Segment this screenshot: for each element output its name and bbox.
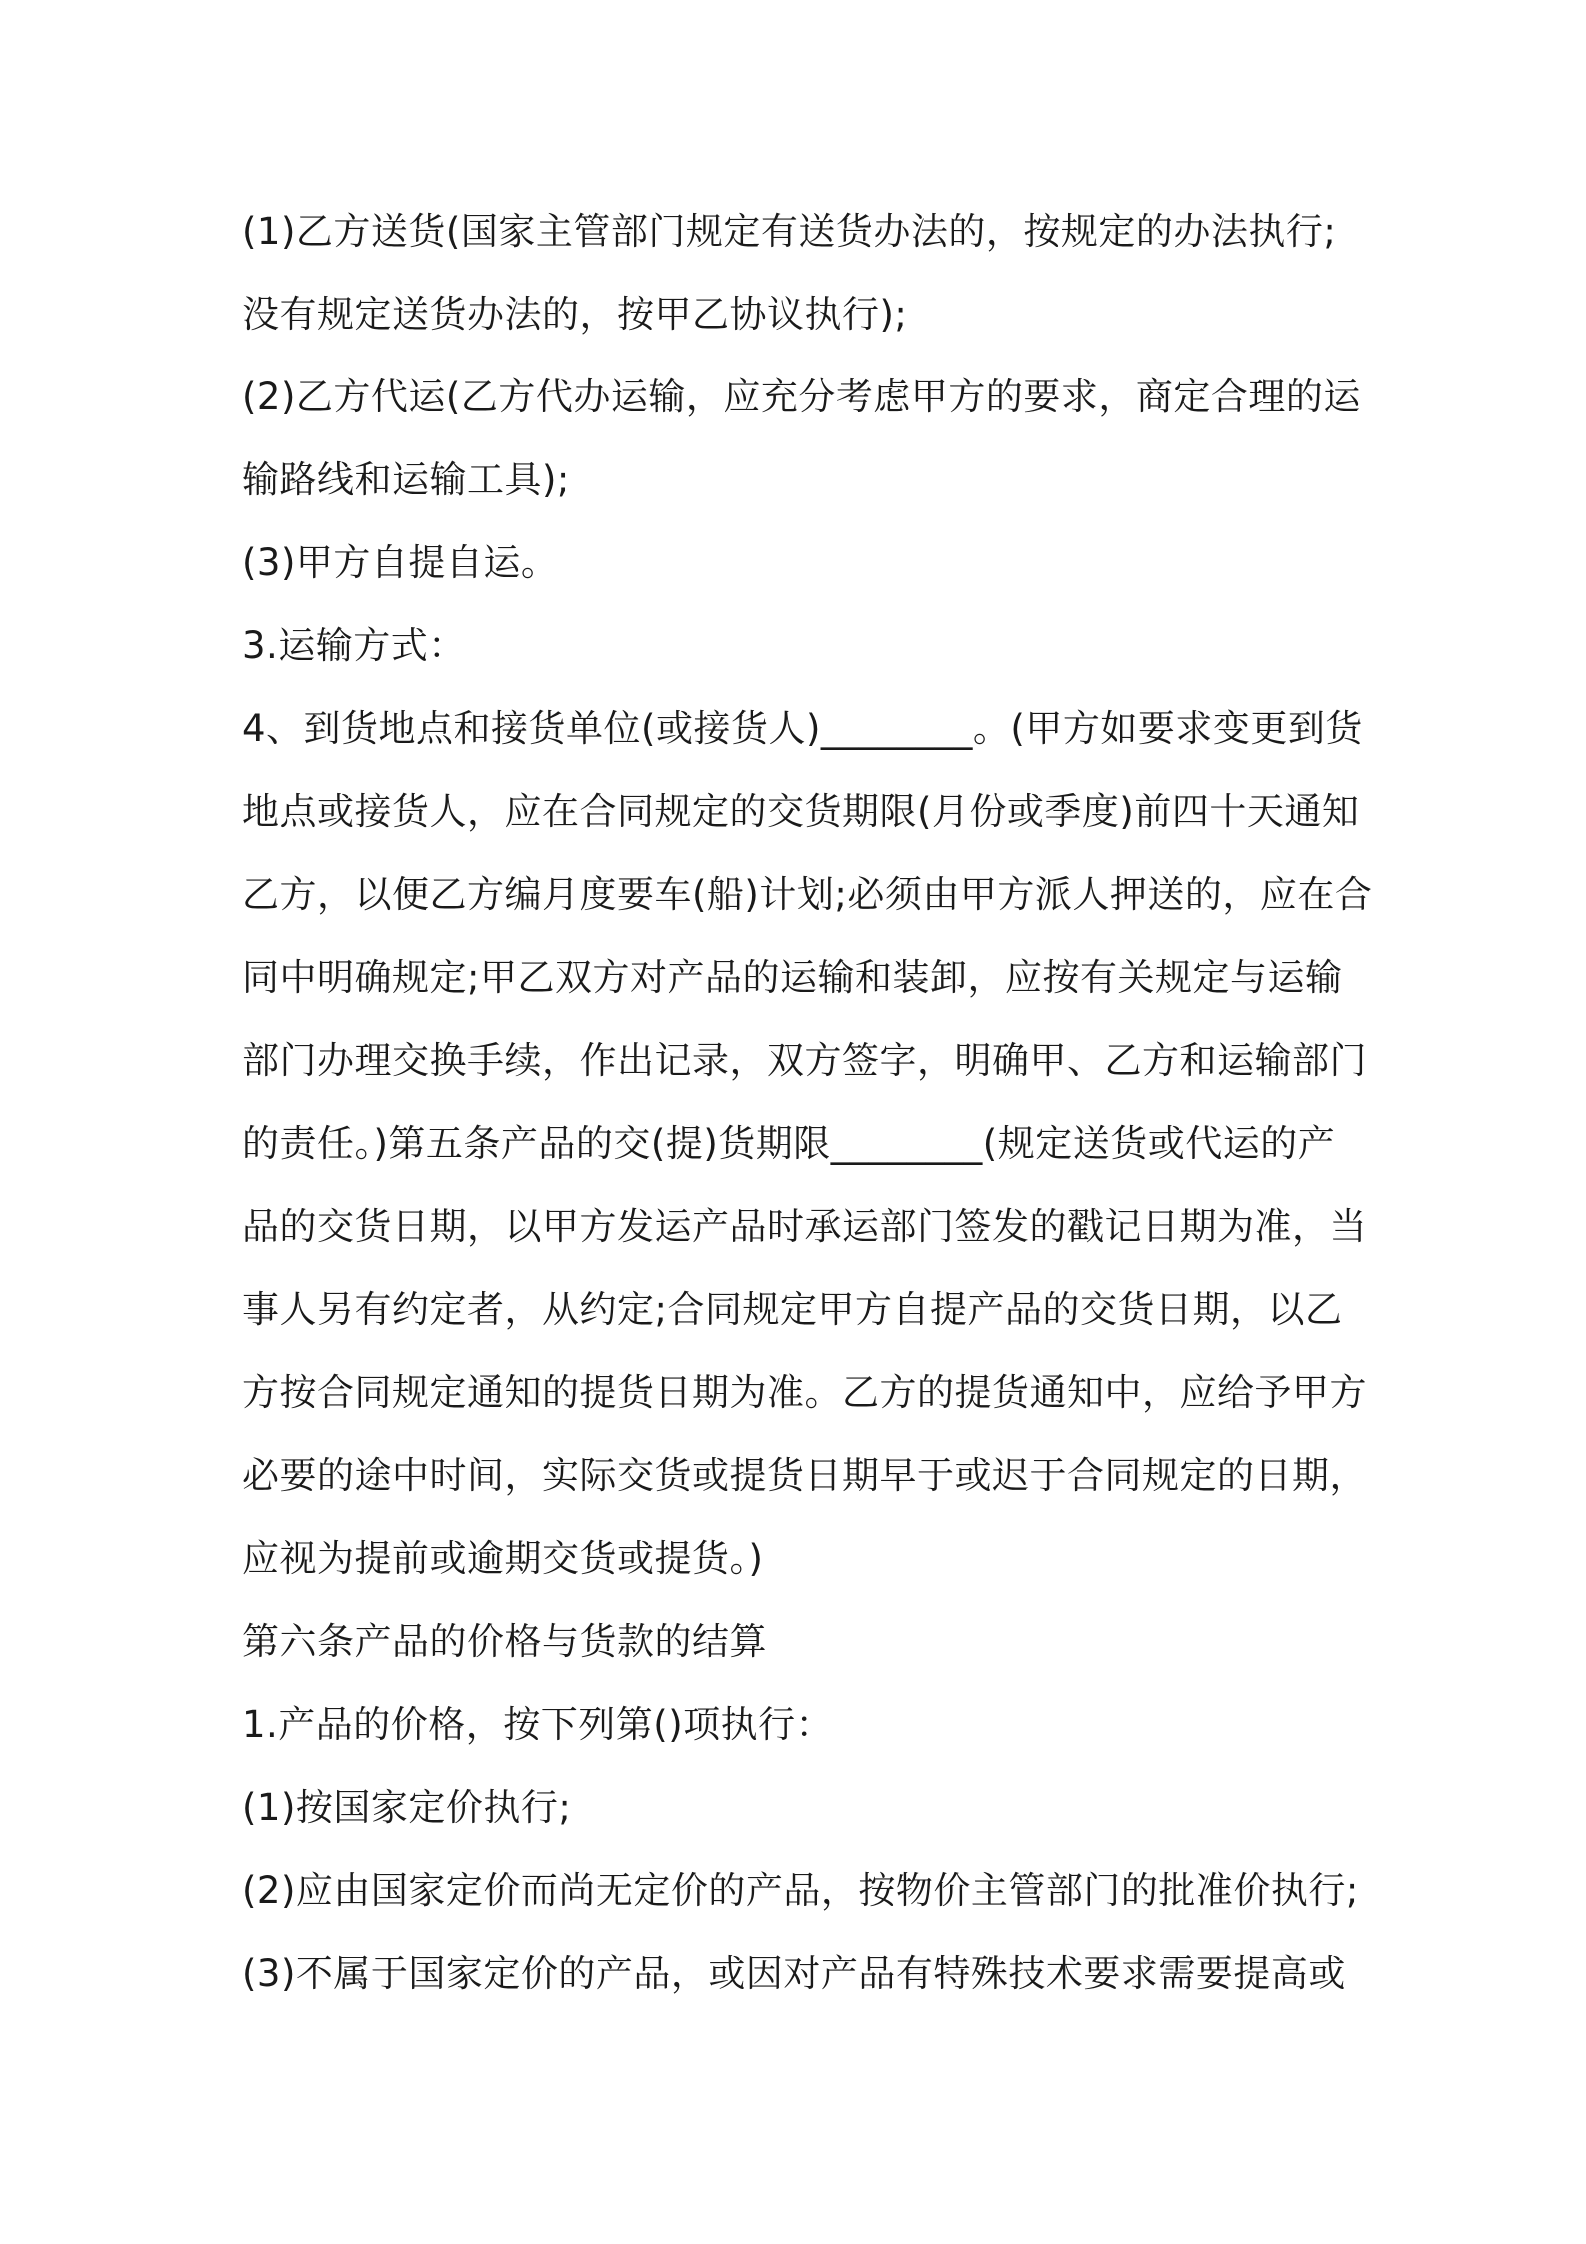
text-line: 必要的途中时间，实际交货或提货日期早于或迟于合同规定的日期， [242,1454,1367,1497]
text-line: 输路线和运输工具); [242,458,570,501]
text-line: (3)甲方自提自运。 [242,541,559,584]
text-line: (1)乙方送货(国家主管部门规定有送货办法的，按规定的办法执行; [242,210,1337,253]
text-line: 地点或接货人，应在合同规定的交货期限(月份或季度)前四十天通知 [242,790,1360,833]
text-line: (2)应由国家定价而尚无定价的产品，按物价主管部门的批准价执行; [242,1869,1359,1912]
text-line: (3)不属于国家定价的产品，或因对产品有特殊技术要求需要提高或 [242,1952,1346,1995]
text-line: (1)按国家定价执行; [242,1786,572,1829]
text-line: 的责任。)第五条产品的交(提)货期限________(规定送货或代运的产 [242,1122,1336,1165]
text-line: 3.运输方式： [242,624,466,667]
text-line: 方按合同规定通知的提货日期为准。乙方的提货通知中，应给予甲方 [242,1371,1367,1414]
text-line: 乙方，以便乙方编月度要车(船)计划;必须由甲方派人押送的，应在合 [242,873,1373,916]
text-line: 4、到货地点和接货单位(或接货人)________。(甲方如要求变更到货 [242,707,1363,750]
text-line: 没有规定送货办法的，按甲乙协议执行); [242,293,908,336]
text-line: (2)乙方代运(乙方代办运输，应充分考虑甲方的要求，商定合理的运 [242,375,1361,418]
text-line: 应视为提前或逾期交货或提货。) [242,1537,764,1580]
text-line: 品的交货日期，以甲方发运产品时承运部门签发的戳记日期为准，当 [242,1205,1367,1248]
text-line: 同中明确规定;甲乙双方对产品的运输和装卸，应按有关规定与运输 [242,956,1343,999]
text-line: 部门办理交换手续，作出记录，双方签字，明确甲、乙方和运输部门 [242,1039,1367,1082]
text-line: 事人另有约定者，从约定;合同规定甲方自提产品的交货日期，以乙 [242,1288,1343,1331]
text-line: 1.产品的价格，按下列第()项执行： [242,1703,834,1746]
section-heading: 第六条产品的价格与货款的结算 [242,1620,767,1663]
